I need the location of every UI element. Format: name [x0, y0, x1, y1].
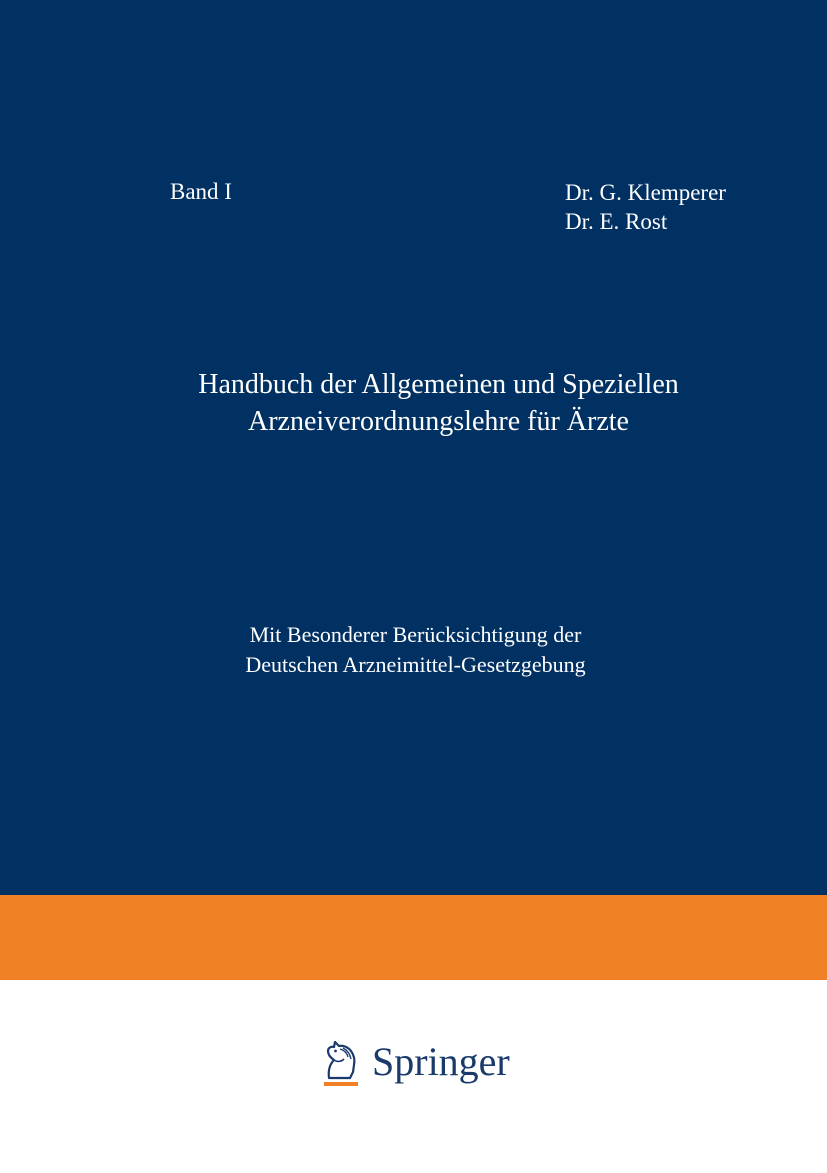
- publisher-name: Springer: [372, 1039, 510, 1084]
- author-list: [565, 178, 726, 236]
- author-name: Dr. G. Klemperer: [565, 180, 726, 205]
- author-name: Dr. E. Rost: [565, 209, 668, 234]
- book-subtitle-line: Deutschen Arzneimittel-Gesetzgebung: [245, 652, 586, 677]
- book-title: [0, 366, 827, 440]
- publisher-logo: [320, 1036, 510, 1092]
- book-subtitle: [0, 620, 827, 680]
- knight-horse-head-icon: [320, 1038, 362, 1090]
- book-title-line: Handbuch der Allgemeinen und Speziellen: [198, 369, 679, 400]
- book-subtitle-line: Mit Besonderer Berücksichtigung der: [249, 622, 582, 647]
- accent-band: [0, 895, 827, 980]
- volume-label: Band I: [170, 179, 232, 204]
- book-title-line: Arzneiverordnungslehre für Ärzte: [248, 406, 629, 437]
